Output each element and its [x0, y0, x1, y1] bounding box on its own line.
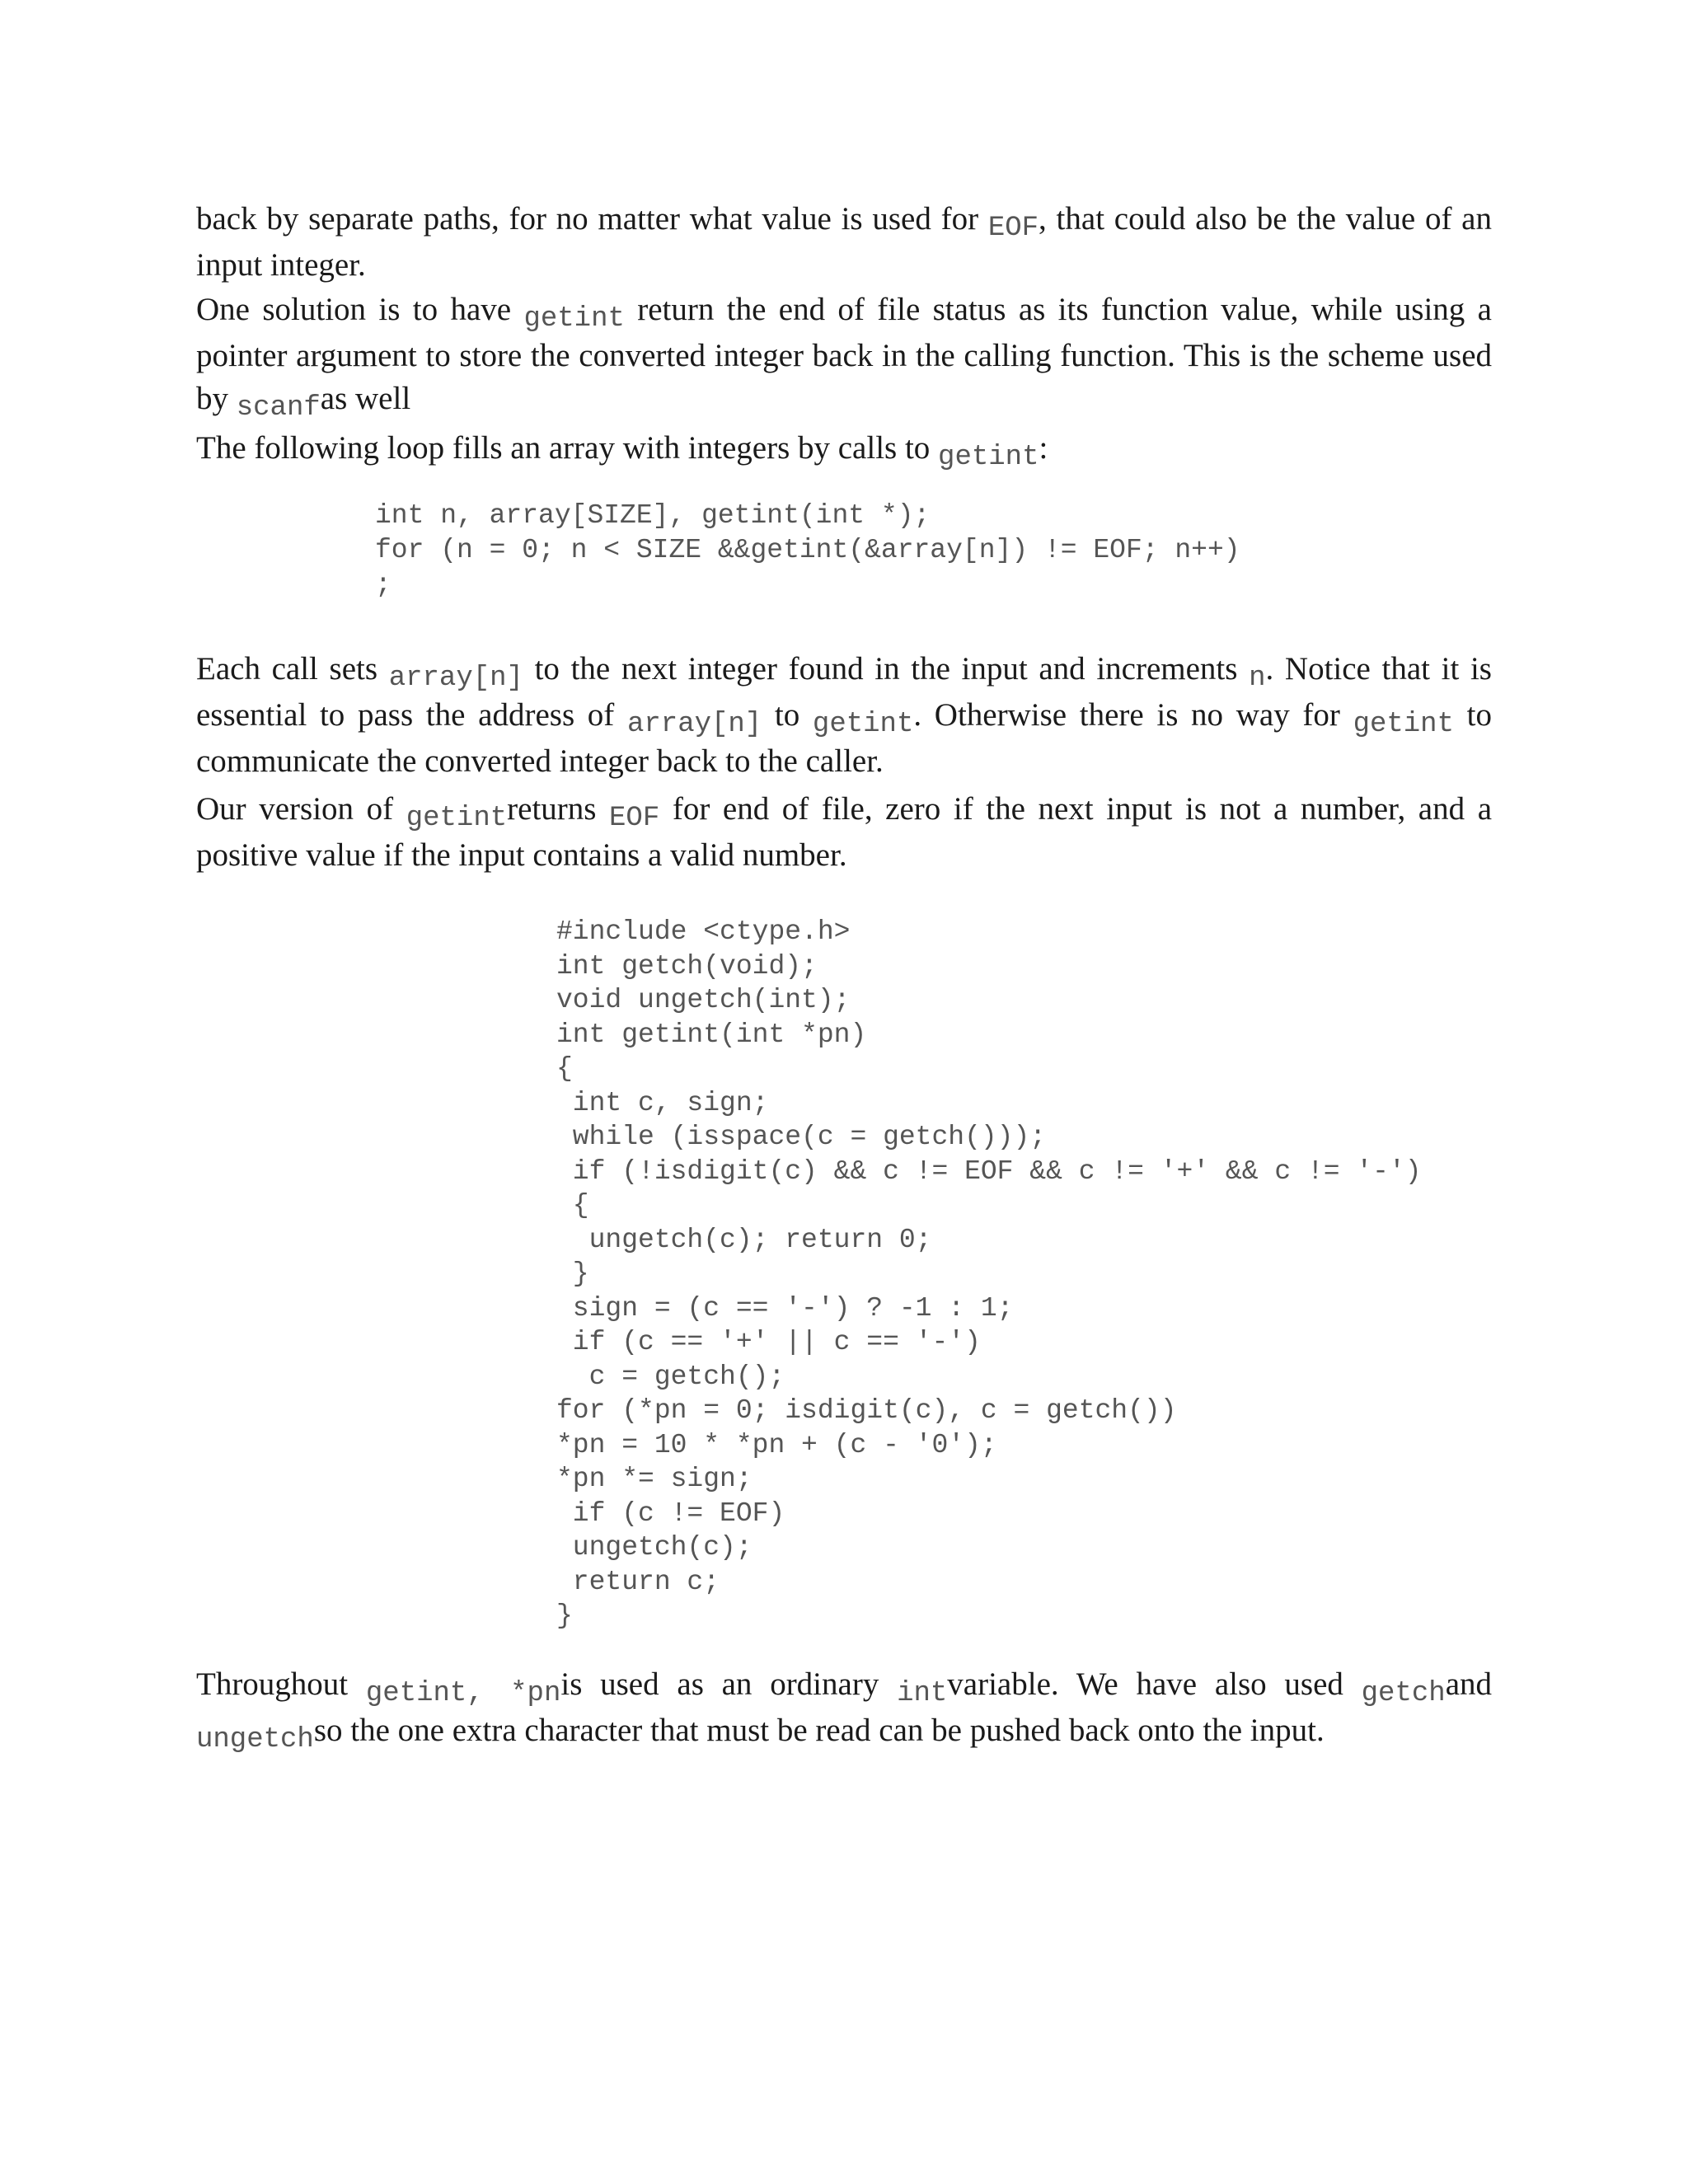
code-line: if (!isdigit(c) && c != EOF && c != '+' && c != '-') [556, 1155, 1422, 1187]
code-line: int getch(void); [556, 950, 818, 982]
code-line: { [556, 1190, 589, 1221]
inline-code: scanf [236, 392, 321, 424]
code-line: { [556, 1053, 573, 1084]
code-line: int c, sign; [556, 1087, 769, 1118]
paragraph-solution: One solution is to have getint return the end of file status as its function value, while using a pointer argument to store the converted integer back in the calling function. This is the scheme used by scanfas well [196, 292, 1492, 424]
paragraph-throughout: Throughout getint, *pnis used as an ordinary intvariable. We have also used getchand ungetchso the one extra character that must be read can be pushed back onto the input. [196, 1666, 1492, 1755]
inline-code: getint [406, 803, 508, 834]
paragraph-our-version: Our version of getintreturns EOF for end of file, zero if the next input is not a number, and a positive value if the input contains a valid number. [196, 791, 1493, 873]
code-line: if (c != EOF) [556, 1497, 785, 1529]
code-line: while (isspace(c = getch())); [556, 1122, 1047, 1152]
paragraph-eof-note: back by separate paths, for no matter what value is used for EOF, that could also be the value of an input integer. [196, 201, 1492, 283]
inline-code: getint, *pn [365, 1678, 561, 1709]
inline-code: getint [938, 442, 1039, 473]
code-line: for (n = 0; n < SIZE &&getint(&array[n]) != EOF; n++) [375, 535, 1240, 565]
code-line: void ungetch(int); [556, 985, 851, 1015]
code-line: if (c == '+' || c == '-') [556, 1327, 981, 1357]
inline-code: getint [523, 303, 625, 335]
code-line: } [556, 1258, 589, 1289]
code-line: return c; [556, 1566, 720, 1597]
inline-code: EOF [987, 213, 1039, 244]
code-line: ungetch(c); return 0; [556, 1224, 932, 1255]
inline-code: getint [1353, 709, 1454, 740]
inline-code: array[n] [626, 709, 762, 740]
inline-code: ungetch [196, 1724, 314, 1755]
inline-code: getch [1361, 1678, 1446, 1709]
code-line: ungetch(c); [556, 1532, 753, 1563]
code-line: int n, array[SIZE], getint(int *); [375, 500, 931, 531]
code-line: #include <ctype.h> [556, 916, 851, 947]
inline-code: int [897, 1678, 948, 1709]
code-line: int getint(int *pn) [556, 1019, 867, 1050]
code-line: c = getch(); [556, 1361, 785, 1392]
inline-code: EOF [609, 803, 660, 834]
code-line: ; [375, 569, 392, 600]
inline-code: getint [812, 709, 914, 740]
code-line: for (*pn = 0; isdigit(c), c = getch()) [556, 1395, 1177, 1426]
code-line: } [556, 1601, 573, 1631]
code-block-loop [375, 499, 1240, 602]
code-line: sign = (c == '-') ? -1 : 1; [556, 1292, 1014, 1324]
code-block-getint [556, 915, 1422, 1633]
inline-code: n [1249, 663, 1266, 694]
paragraph-each-call: Each call sets array[n] to the next integer found in the input and increments n. Notice that it is essential to pass the address of array[n] to getint. Otherwise there is no way for getint to communicate the converted integer back to the caller. [196, 651, 1493, 779]
paragraph-loop-intro: The following loop fills an array with integers by calls to getint: [196, 430, 1048, 473]
inline-code: array[n] [388, 663, 523, 694]
code-line: *pn *= sign; [556, 1464, 753, 1494]
code-line: *pn = 10 * *pn + (c - '0'); [556, 1429, 997, 1460]
